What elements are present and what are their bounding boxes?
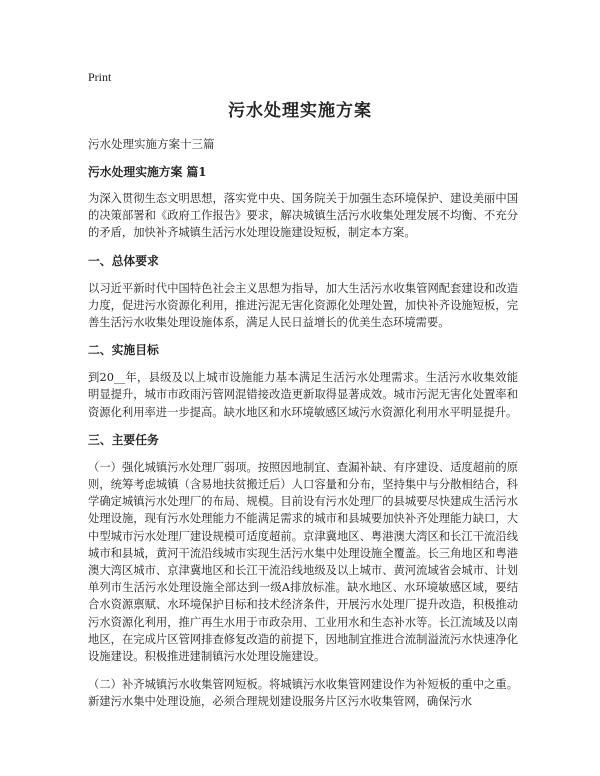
section-paragraph: 到20__年，县级及以上城市设施能力基本满足生活污水处理需求。生活污水收集效能明显提升，城市市政雨污管网混错接改造更新取得显著成效。城市污泥无害化处置率和资源化利用率进一步提高。缺水地区和水环境敏感区域污水资源化利用水平明显提升。 <box>88 371 518 419</box>
section-paragraph: 以习近平新时代中国特色社会主义思想为指导，加大生活污水收集管网配套建设和改造力度，促进污水资源化利用，推进污泥无害化资源化处理处置，加快补齐设施短板，完善生活污水收集处理设施体系，满足人民日益增长的优美生态环境需要。 <box>88 281 518 330</box>
document-subtitle: 污水处理实施方案十三篇 <box>88 137 215 151</box>
print-link[interactable]: Print <box>88 70 112 84</box>
document-body <box>88 164 518 722</box>
section-paragraph: （二）补齐城镇污水收集管网短板。将城镇污水收集管网建设作为补短板的重中之重。新建污水集中处理设施，必须合理规划建设服务片区污水收集管网，确保污水 <box>88 678 518 709</box>
piece-heading: 污水处理实施方案 篇1 <box>88 165 207 179</box>
section-heading-tasks: 三、主要任务 <box>88 432 159 447</box>
intro-paragraph: 为深入贯彻生态文明思想，落实党中央、国务院关于加强生态环境保护、建设美丽中国的决策部署和《政府工作报告》要求，解决城镇生活污水收集处理发展不均衡、不充分的矛盾，加快补齐城镇生活污水处理设施建设短板，制定本方案。 <box>88 192 518 240</box>
document-title: 污水处理实施方案 <box>228 101 372 121</box>
section-paragraph: （一）强化城镇污水处理厂弱项。按照因地制宜、查漏补缺、有序建设、适度超前的原则，统筹考虑城镇（含易地扶贫搬迁后）人口容量和分布，坚持集中与分散相结合，科学确定城镇污水处理厂的布局、规模。目前设有污水处理厂的县城要尽快建成生活污水处理设施，现有污水处理能力不能满足需求的城市和县城要加快补齐处理能力缺口，大中型城市污水处理厂建设规模可适度超前。京津冀地区、粤港澳大湾区和长江干流沿线城市和县城，黄河干流沿线城市实现生活污水集中处理设施全覆盖。长三角地区和粤港澳大湾区城市、京津冀地区和长江干流沿线地级及以上城市、黄河流域省会城市、计划单列市生活污水处理设施全部达到一级A排放标准。缺水地区、水环境敏感区域，要结合水资源禀赋、水环境保护目标和技术经济条件，开展污水处理厂提升改造，积极推动污水资源化利用，推广再生水用于市政杂用、工业用水和生态补水等。长江流域及以南地区，在完成片区管网排查修复改造的前提下，因地制宜推进合流制溢流污水快速净化设施建设。积极推进建制镇污水处理设施建设。 <box>88 460 518 664</box>
section-heading-goals: 二、实施目标 <box>88 343 159 358</box>
section-heading-requirements: 一、总体要求 <box>88 253 159 268</box>
